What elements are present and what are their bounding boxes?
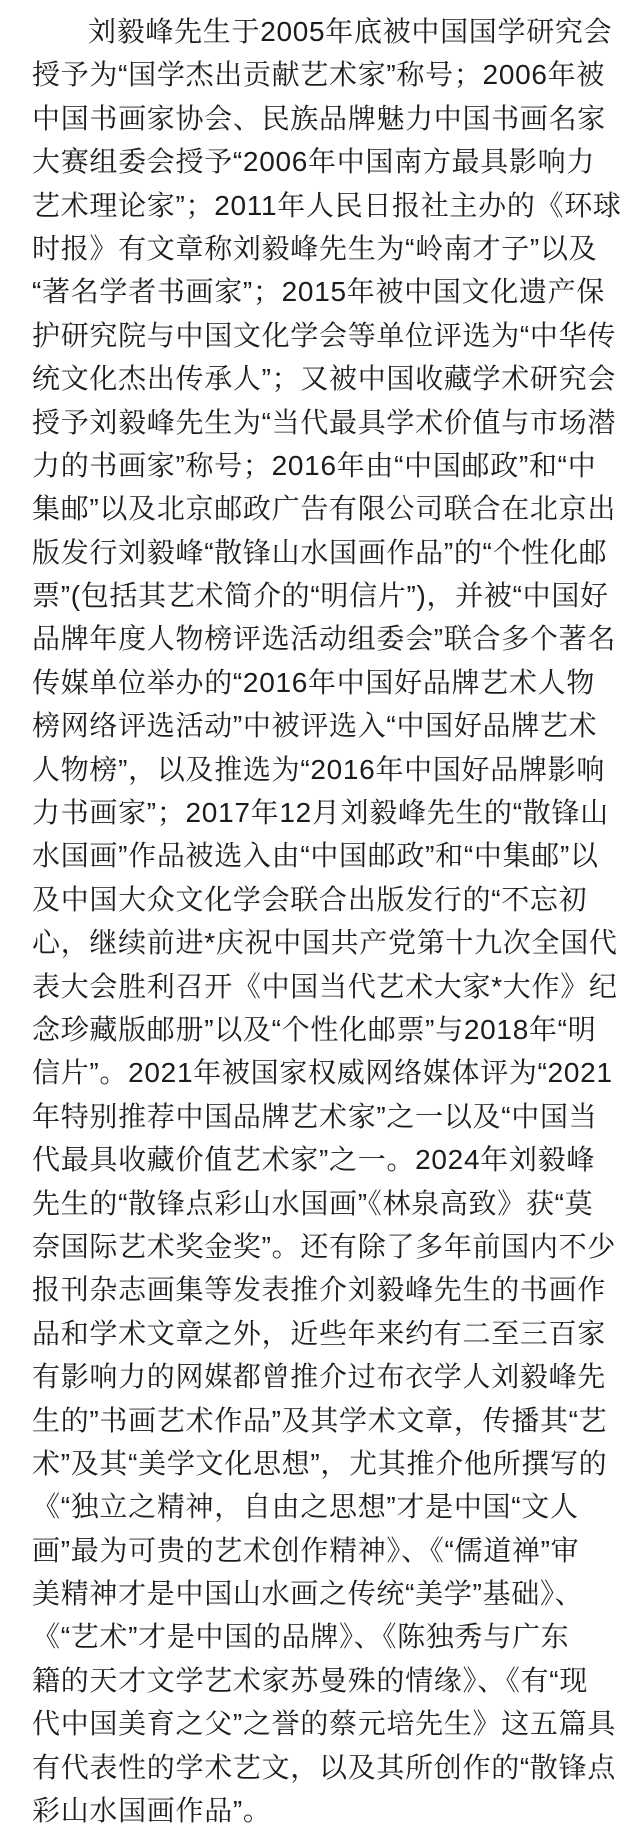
text-line: 力书画家”；2017年12月刘毅峰先生的“散锋山 [32, 797, 609, 829]
text-line: 刘毅峰先生于2005年底被中国国学研究会 [88, 16, 613, 47]
text-line: 生的”书画艺术作品”及其学术文章，传播其“艺 [32, 1404, 608, 1436]
text-line: 念珍藏版邮册”以及“个性化邮票”与2018年“明 [32, 1013, 597, 1045]
text-line: 表大会胜利召开《中国当代艺术大家*大作》纪 [32, 970, 618, 1002]
text-line: 代最具收藏价值艺术家”之一。2024年刘毅峰 [32, 1144, 596, 1176]
text-line: “著名学者书画家”；2015年被中国文化遗产保 [32, 276, 606, 308]
text-line: 术”及其“美学文化思想”，尤其推介他所撰写的 [32, 1447, 608, 1479]
text-line: 护研究院与中国文化学会等单位评选为“中华传 [32, 319, 617, 351]
text-line: 时报》有文章称刘毅峰先生为“岭南才子”以及 [32, 232, 598, 264]
text-line: 大赛组委会授予“2006年中国南方最具影响力 [32, 146, 596, 178]
text-line: 艺术理论家”；2011年人民日报社主办的《环球 [32, 189, 622, 221]
text-line: 画”最为可贵的艺术创作精神》、《“儒道禅”审 [32, 1534, 580, 1566]
text-line: 彩山水国画作品”。 [32, 1795, 272, 1827]
text-line: 力的书画家”称号；2016年由“中国邮政”和“中 [32, 449, 597, 481]
text-line: 信片”。2021年被国家权威网络媒体评为“2021 [32, 1057, 613, 1089]
text-line: 品牌年度人物榜评选活动组委会”联合多个著名 [32, 623, 617, 655]
text-line: 先生的“散锋点彩山水国画”《林泉高致》获“莫 [32, 1187, 594, 1219]
text-line: 水国画”作品被选入由“中国邮政”和“中集邮”以 [32, 840, 599, 872]
text-line: 及中国大众文化学会联合出版发行的“不忘初 [32, 883, 588, 915]
text-line: 中国书画家协会、民族品牌魅力中国书画名家 [32, 102, 607, 134]
text-line: 榜网络评选活动”中被评选入“中国好品牌艺术 [32, 710, 598, 742]
text-line: 品和学术文章之外，近些年来约有二至三百家 [32, 1317, 607, 1349]
text-line: 代中国美育之父”之誉的蔡元培先生》这五篇具 [32, 1708, 617, 1740]
text-line: 报刊杂志画集等发表推介刘毅峰先生的书画作 [32, 1274, 607, 1306]
text-line: 版发行刘毅峰“散锋山水国画作品”的“个性化邮 [32, 536, 608, 568]
text-line: 心，继续前进*庆祝中国共产党第十九次全国代 [32, 927, 618, 959]
text-line: 集邮”以及北京邮政广告有限公司联合在北京出 [32, 493, 617, 525]
text-line: 授予刘毅峰先生为“当代最具学术价值与市场潜 [32, 406, 617, 438]
text-line: 人物榜”，以及推选为“2016年中国好品牌影响 [32, 753, 606, 785]
text-line: 年特别推荐中国品牌艺术家”之一以及“中国当 [32, 1100, 598, 1132]
text-line: 《“独立之精神，自由之思想”才是中国“文人 [32, 1491, 579, 1523]
text-line: 统文化杰出传承人”；又被中国收藏学术研究会 [32, 363, 617, 395]
text-line: 有代表性的学术艺文，以及其所创作的“散锋点 [32, 1751, 617, 1783]
text-line: 传媒单位举办的“2016年中国好品牌艺术人物 [32, 666, 596, 698]
text-line: 《“艺术”才是中国的品牌》、《陈独秀与广东 [32, 1621, 570, 1653]
text-line: 票”(包括其艺术简介的“明信片”)，并被“中国好 [32, 580, 609, 612]
text-line: 奈国际艺术奖金奖”。还有除了多年前国内不少 [32, 1230, 617, 1262]
text-line: 有影响力的网媒都曾推介过布衣学人刘毅峰先 [32, 1361, 607, 1393]
article-paragraph [32, 10, 622, 1832]
text-line: 授予为“国学杰出贡献艺术家”称号；2006年被 [32, 59, 606, 91]
text-line: 美精神才是中国山水画之传统“美学”基础》、 [32, 1578, 584, 1610]
text-line: 籍的天才文学艺术家苏曼殊的情缘》、《有“现 [32, 1664, 589, 1696]
